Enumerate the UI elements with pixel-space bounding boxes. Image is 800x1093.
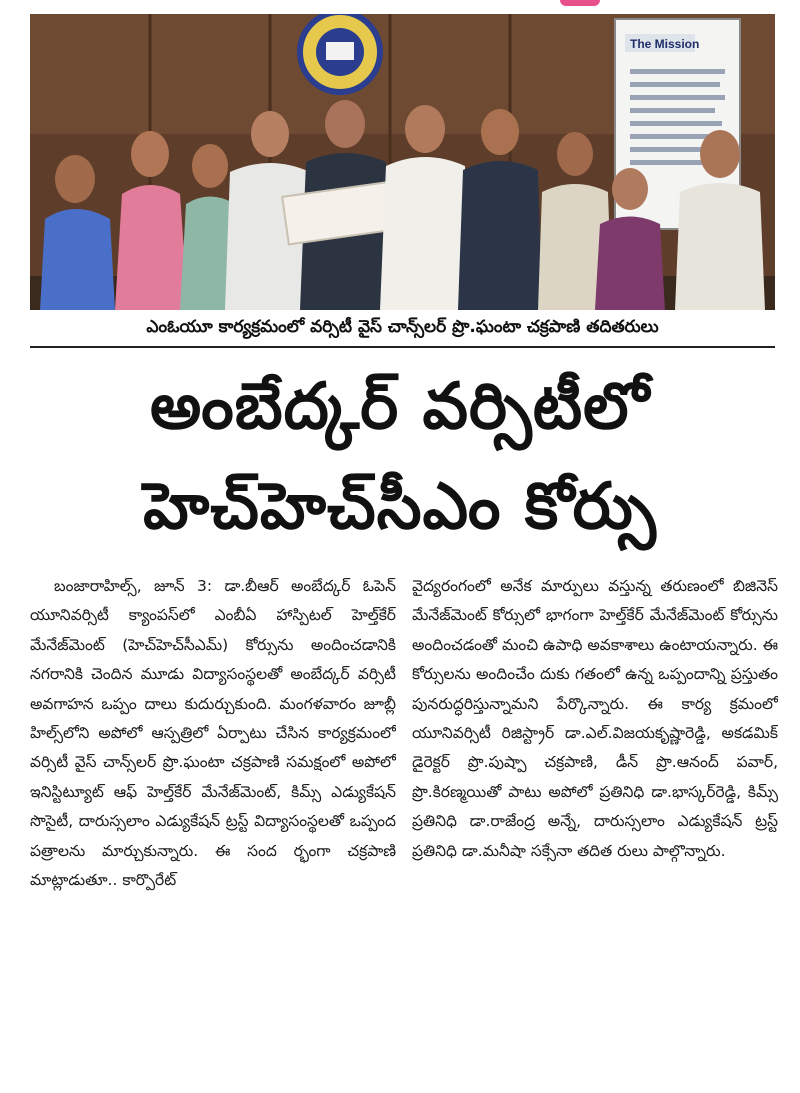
svg-text:The Mission: The Mission (630, 37, 700, 51)
headline-line-1: అంబేద్కర్ వర్సిటీలో (150, 370, 650, 444)
article-paragraph: వైద్యరంగంలో అనేక మార్పులు వస్తున్న తరుణంలో బిజినెస్ మేనేజ్‌మెంట్ కోర్సులో భాగంగా హెల్త్‌కేర్ మేనేజ్‌మెంట్ కోర్సును అందించడంతో మంచి ఉపాధి అవకాశాలు ఉంటాయన్నారు. ఈ కోర్సులను అందించేం దుకు గతంలో ఉన్న ఒప్పందాన్ని ప్రస్తుతం పునరుద్ధరిస్తున్నామని పేర్కొన్నారు. ఈ కార్య క్రమంలో యూనివర్సిటీ రిజిస్ట్రార్ డా.ఎల్.విజయకృష్ణారెడ్డి, అకడమిక్ డైరెక్టర్ ప్రొ.పుష్పా చక్రపాణి, డీన్ ప్రొ.ఆనంద్ పవార్, ప్రొ.కిరణ్మయితో పాటు అపోలో ప్రతినిధి డా.భాస్కర్‌రెడ్డి, కిమ్స్ ప్రతినిధి డా.రాజేంద్ర అన్నే, దారుస్సలాం ఎడ్యుకేషన్ ట్రస్ట్ ప్రతినిధి డా.మనీషా సక్సేనా తదిత రులు పాల్గొన్నారు. (412, 577, 778, 860)
news-photo (30, 14, 775, 310)
article-column-right (412, 572, 778, 1080)
photo-caption: ఎంఓయూ కార్యక్రమంలో వర్సిటీ వైస్ చాన్స్‌లర్ ప్రొ.ఘంటా చక్రపాణి తదితరులు (30, 312, 775, 348)
article-column-left (30, 572, 396, 1080)
decorative-accent (560, 0, 600, 6)
article-paragraph: బంజారాహిల్స్, జూన్ 3: డా.బీఆర్ అంబేద్కర్ ఓపెన్ యూనివర్సిటీ క్యాంపస్‌లో ఎంబీఏ హాస్పిటల్ హెల్త్‌కేర్ మేనేజ్‌మెంట్ (హెచ్‌హెచ్‌సీఎమ్) కోర్సును అందించడానికి నగరానికి చెందిన మూడు విద్యాసంస్థలతో అంబేద్కర్ వర్సిటీ అవగాహన ఒప్పం దాలు కుదుర్చుకుంది. మంగళవారం జూబ్లీ హిల్స్‌లోని అపోలో ఆస్పత్రిలో ఏర్పాటు చేసిన కార్యక్రమంలో వర్సిటీ వైస్ చాన్స్‌లర్ ప్రొ.ఘంటా చక్రపాణి సమక్షంలో అపోలో ఇనిస్టిట్యూట్ ఆఫ్ హెల్త్‌కేర్ మేనేజ్‌మెంట్, కిమ్స్ ఎడ్యుకేషన్ సొసైటీ, దారుస్సలాం ఎడ్యుకేషన్ ట్రస్ట్ విద్యాసంస్థలతో ఒప్పంద పత్రాలను మార్చుకున్నారు. ఈ సంద ర్భంగా చక్రపాణి మాట్లాడుతూ.. కార్పొరేట్ (30, 577, 396, 890)
headline-line-2: హెచ్‌హెచ్‌సీఎం కోర్సు (143, 470, 657, 544)
article-body (30, 572, 778, 1080)
university-emblem (300, 14, 380, 92)
